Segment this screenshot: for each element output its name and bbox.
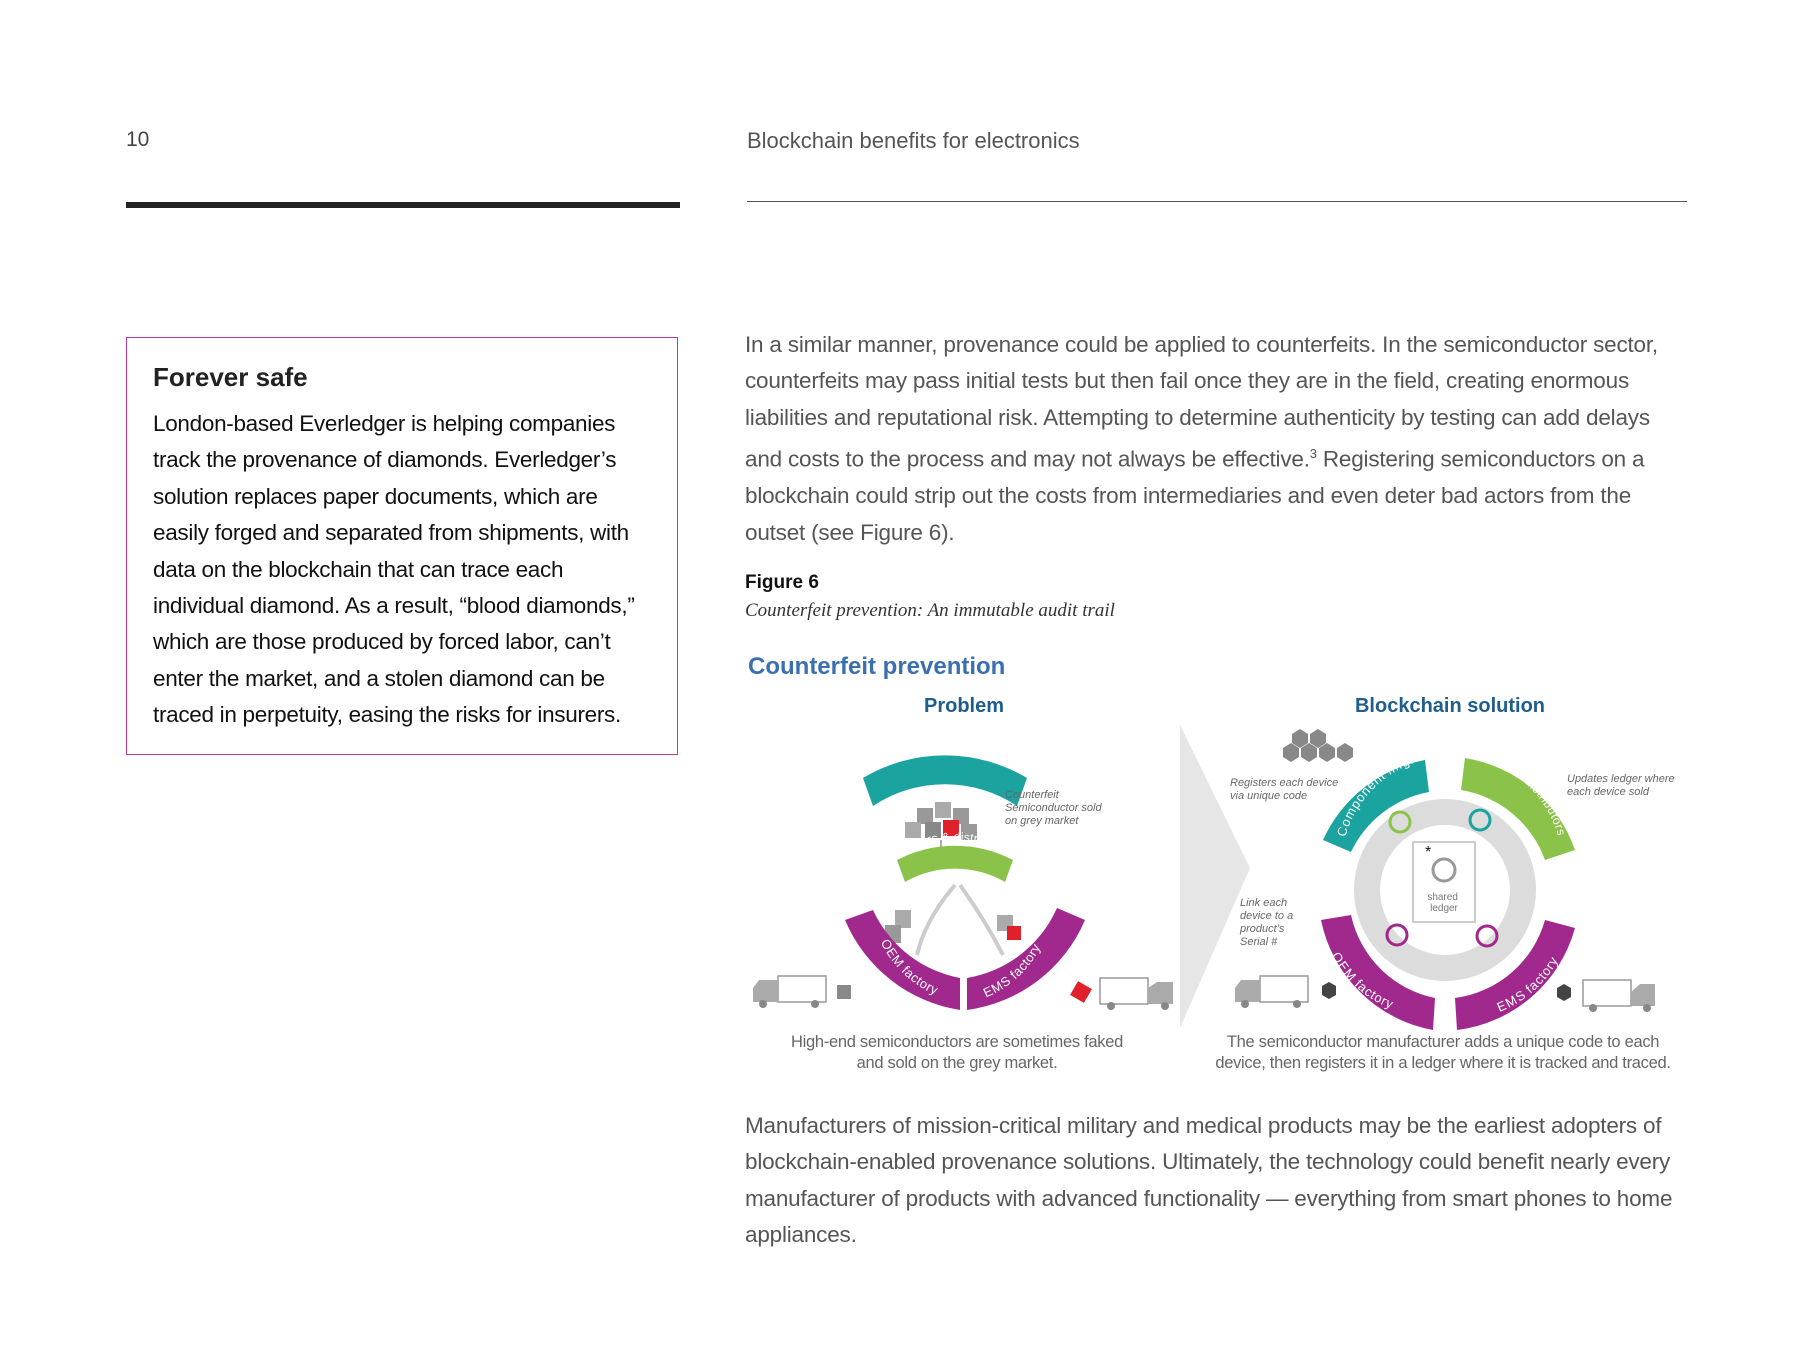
note-link-4: Serial # <box>1240 936 1278 948</box>
ledger-label-1: shared <box>1427 892 1458 903</box>
note-counterfeit-3: on grey market <box>1005 815 1079 827</box>
problem-caption-1: High-end semiconductors are sometimes faked <box>791 1033 1123 1051</box>
note-register-1: Registers each device <box>1230 777 1339 789</box>
body-paragraph-2: Manufacturers of mission-critical military and medical products may be the earliest adopters of blockchain-enabled provenance solutions. Ultimately, the technology could benefit nearly every manufacturer of products with advanced functionality — everything from smart phones to home appliances. <box>745 1113 1673 1248</box>
truck-icon-left <box>753 976 826 1008</box>
body-paragraph-1-text: In a similar manner, provenance could be applied to counterfeits. In the semiconductor sector, counterfeits may pass initial tests but then fail once they are in the field, creating enormous liabilities and reputational risk. Attempting to determine authenticity by testing can add delays and costs to the process and may not always be effective. <box>745 332 1658 472</box>
arc-component-mfg-label: Component mfg. <box>1333 751 1416 839</box>
arc-brokers-distributors <box>897 846 1013 882</box>
solution-caption-1: The semiconductor manufacturer adds a unique code to each <box>1226 1033 1660 1051</box>
sidebar-title: Forever safe <box>153 362 308 392</box>
arc-ems-label: EMS factory <box>980 941 1044 1001</box>
figure-title: Counterfeit prevention <box>748 653 1006 680</box>
ledger-label-2: ledger <box>1430 903 1458 914</box>
chip-stack-right <box>997 915 1021 940</box>
note-link-2: device to a <box>1240 910 1294 922</box>
note-counterfeit-1: Counterfeit <box>1005 789 1059 801</box>
svg-text:Link each device to a <box>1239 897 1296 948</box>
problem-heading: Problem <box>923 695 1005 717</box>
truck-icon-right <box>1100 978 1173 1010</box>
solution-caption <box>1198 1032 1688 1074</box>
body-paragraph-1 <box>745 327 1690 551</box>
chip-icon <box>837 985 851 999</box>
problem-caption-2: and sold on the grey market. <box>856 1054 1058 1072</box>
solution-heading: Blockchain solution <box>1354 695 1546 717</box>
coded-chips-icon <box>1283 729 1353 762</box>
footnote-ref: 3 <box>1309 446 1317 462</box>
svg-text:Counterfeit Semiconductor <box>1005 789 1105 827</box>
truck-icon-solution-left <box>1235 976 1308 1008</box>
coded-chip-icon-right <box>1557 984 1571 1001</box>
page-number: 10 <box>126 128 150 151</box>
arc-solution-oem-label: OEM factory <box>1328 949 1396 1012</box>
right-header-rule <box>747 201 1687 202</box>
sidebar-box <box>126 337 678 755</box>
figure-label: Figure 6 <box>745 572 819 593</box>
arc-component-label: Component manufacturer <box>865 735 1025 768</box>
solution-caption-2: device, then registers it in a ledger where it is tracked and traced. <box>1215 1054 1671 1072</box>
note-updates-1: Updates ledger where <box>1567 773 1675 785</box>
body-paragraph-1-end: Registering semiconductors on a blockchain could strip out the costs from intermediaries and even deter bad actors from the outset (see Figure 6). <box>745 446 1645 545</box>
running-title: Blockchain benefits for electronics <box>747 128 1080 153</box>
note-register-2: via unique code <box>1230 790 1308 802</box>
problem-caption <box>752 1032 1162 1074</box>
truck-icon-solution-right <box>1583 980 1655 1012</box>
coded-chip-icon-left <box>1322 982 1336 999</box>
counterfeit-diagram <box>745 710 1705 1050</box>
split-arrow-right <box>960 885 1003 955</box>
split-arrow-left <box>917 885 955 955</box>
note-link-1: Link each <box>1240 897 1288 909</box>
sidebar-body: London-based Everledger is helping companies track the provenance of diamonds. Everledger’s solution replaces paper documents, which are easily forged and separated from shipments, with data on the blockchain that can trace each individual diamond. As a result, “blood diamonds,” which are those produced by forced labor, can’t enter the market, and a stolen diamond can be traced in perpetuity, easing the risks for insurers. <box>153 411 635 728</box>
note-link-3: product’s <box>1240 923 1285 935</box>
note-counterfeit-2: Semiconductor sold <box>1005 802 1102 814</box>
arc-brokers-label: Brokers & distributors <box>892 829 1018 857</box>
svg-text:Registers each device via <box>1230 777 1341 802</box>
svg-text:shared ledger <box>1427 892 1460 914</box>
arc-solution-brokers-label: Brokers & distributors <box>1468 746 1569 837</box>
left-header-rule <box>126 202 680 208</box>
arc-solution-ems-label: EMS factory <box>1494 954 1561 1015</box>
counterfeit-chip-icon <box>1070 981 1092 1003</box>
figure-caption: Counterfeit prevention: An immutable audit trail <box>745 600 1115 621</box>
arc-component-manufacturer <box>863 755 1027 806</box>
note-updates-2: each device sold <box>1567 786 1649 798</box>
arc-oem-label: OEM factory <box>877 936 941 998</box>
asterisk-icon: * <box>1425 844 1432 861</box>
svg-text:Updates ledger where each <box>1567 773 1678 798</box>
